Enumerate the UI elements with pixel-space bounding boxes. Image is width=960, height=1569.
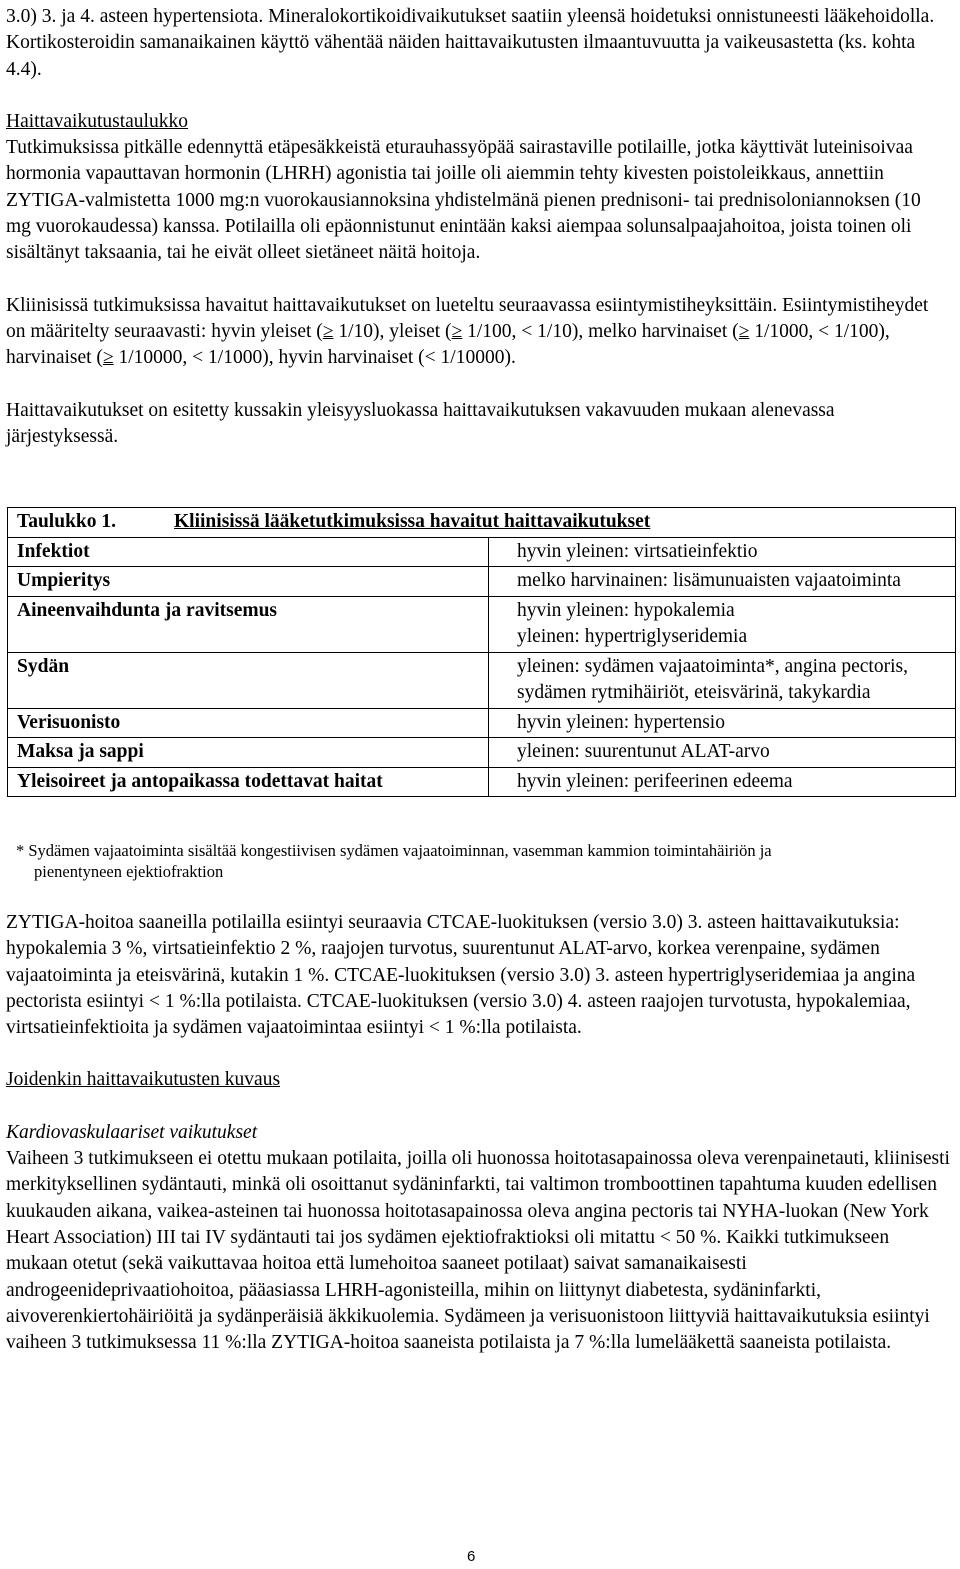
organ-class-cell: Verisuonisto (8, 708, 489, 738)
organ-class-cell: Aineenvaihdunta ja ravitsemus (8, 596, 489, 652)
organ-class-cell: Yleisoireet ja antopaikassa todettavat haitat (8, 767, 489, 797)
table-row (8, 537, 956, 567)
table-row (8, 652, 956, 708)
page-number: 6 (467, 1548, 476, 1565)
effect-line: hyvin yleinen: perifeerinen edeema (517, 770, 793, 792)
footnote-line: * Sydämen vajaatoiminta sisältää kongestiivisen sydämen vajaatoiminnan, vasemman kammion toimintahäiriön ja (16, 841, 772, 860)
table-row (8, 596, 956, 652)
document-body-continued (6, 910, 950, 1356)
effect-line: yleinen: suurentunut ALAT-arvo (517, 741, 770, 762)
effect-cell (489, 652, 956, 708)
table-row (8, 738, 956, 768)
effect-line: hyvin yleinen: virtsatieinfektio (517, 540, 758, 562)
effect-cell (489, 537, 956, 567)
freq-text-c: 1/100, < 1/10), melko harvinaiset ( (467, 320, 739, 342)
table-caption (8, 508, 956, 538)
intro-paragraph: 3.0) 3. ja 4. asteen hypertensiota. Mineralokortikoidivaikutukset saatiin yleensä hoidetuksi onnistuneesti lääkehoidolla. Kortikosteroidin samanaikainen käyttö vähentää näiden haittavaikutusten ilmaantuvuutta ja vaikeusastetta (ks. kohta 4.4). (6, 6, 935, 80)
freq-text-d: 1/1000, < 1/100), harvinaiset ( (6, 320, 890, 369)
freq-text-a: Kliinisissä tutkimuksissa havaitut haittavaikutukset on lueteltu seuraavassa esiintymistiheyksittäin. Esiintymistiheydet on määritelty seuraavasti: hyvin yleiset ( (6, 294, 929, 342)
effect-line: yleinen: hypertriglyseridemia (517, 626, 748, 647)
organ-class-cell: Maksa ja sappi (8, 738, 489, 768)
effect-cell (489, 738, 956, 768)
cardiovascular-paragraph: Vaiheen 3 tutkimukseen ei otettu mukaan potilaita, joilla oli huonossa hoitotasapainossa oleva verenpainetauti, kliinisesti merkityksellinen sydäntauti, minkä oli osoittanut sydäninfarkti, tai valtimon tromboottinen tapahtuma kuuden edellisen kuukauden aikana, vaikea-asteinen tai huonossa hoitotasapainossa oleva angina pectoris tai NYHA-luokan (New York Heart Association) III tai IV sydäntauti tai jos sydämen ejektiofraktioksi oli mitattu < 50 %. Kaikki tutkimukseen mukaan otetut (sekä vaikuttavaa hoitoa että lumehoitoa saaneet potilaat) saivat samanaikaisesti androgeenideprivaatiohoitoa, pääasiassa LHRH-agonisteilla, mihin on liittynyt diabetesta, sydäninfarkti, aivoverenkiertohäiriöitä ja sydänperäisiä äkkikuolemia. Sydämeen ja verisuonistoon liittyviä haittavaikutuksia esiintyi vaiheen 3 tutkimuksessa 11 %:lla ZYTIGA-hoitoa saaneista potilaista ja 7 %:lla lumelääkettä saaneista potilaista. (6, 1148, 950, 1354)
ge-symbol: ≥ (322, 320, 334, 342)
effect-cell (489, 708, 956, 738)
freq-text-e: 1/10000, < 1/1000), hyvin harvinaiset (< 1/10000). (118, 347, 516, 369)
ctcae-paragraph: ZYTIGA-hoitoa saaneilla potilailla esiintyi seuraavia CTCAE-luokituksen (versio 3.0) 3. asteen haittavaikutuksia: hypokalemia 3 %, virtsatieinfektio 2 %, raajojen turvotus, suurentunut ALAT-arvo, korkea verenpaine, sydämen vajaatoiminta ja eteisvärinä, kutakin 1 %. CTCAE-luokituksen (versio 3.0) 3. asteen hypertriglyseridemiaa ja angina pectorista esiintyi < 1 %:lla potilaista. CTCAE-luokituksen (versio 3.0) 4. asteen raajojen turvotusta, hypokalemiaa, virtsatieinfektioita ja sydämen vajaatoimintaa esiintyi < 1 %:lla potilaista. (6, 912, 916, 1039)
table-caption-title: Kliinisissä lääketutkimuksissa havaitut haittavaikutukset (174, 511, 651, 532)
study-description-paragraph: Tutkimuksissa pitkälle edennyttä etäpesäkkeistä eturauhassyöpää sairastaville potilaille, jotka käyttivät luteinisoivaa hormonia vapauttavan hormonin (LHRH) agonistia tai joille oli aiemmin tehty kivesten poistoleikkaus, annettiin ZYTIGA-valmistetta 1000 mg:n vuorokausiannoksina yhdistelmänä pienen prednisoni- tai prednisoloniannoksen (10 mg vuorokaudessa) kanssa. Potilailla oli epäonnistunut enintään kaksi aiempaa solunsalpaajahoitoa, joista toinen oli sisältänyt taksaania, tai he eivät olleet sietäneet näitä hoitoja. (6, 137, 921, 264)
effect-line: hyvin yleinen: hypertensio (517, 711, 725, 733)
ge-symbol: ≥ (738, 320, 750, 342)
effect-cell (489, 767, 956, 797)
ge-symbol: ≥ (102, 347, 114, 369)
table-caption-row (8, 508, 956, 538)
table-caption-label: Taulukko 1. (17, 511, 117, 532)
subheading-cardiovascular: Kardiovaskulaariset vaikutukset (6, 1121, 258, 1143)
table-footnote (16, 840, 936, 882)
freq-text-b: 1/10), yleiset ( (338, 320, 452, 342)
organ-class-cell: Sydän (8, 652, 489, 708)
footnote-line: pienentyneen ejektiofraktion (34, 862, 224, 881)
ge-symbol: ≥ (451, 320, 463, 342)
table-row (8, 767, 956, 797)
document-body (6, 4, 950, 450)
effect-line: melko harvinainen: lisämunuaisten vajaatoiminta (517, 570, 901, 591)
frequency-definition-paragraph (6, 293, 950, 372)
section-heading-selected-effects: Joidenkin haittavaikutusten kuvaus (6, 1069, 281, 1091)
table-row (8, 567, 956, 597)
table-row (8, 708, 956, 738)
organ-class-cell: Umpieritys (8, 567, 489, 597)
section-heading-adverse-table: Haittavaikutustaulukko (6, 110, 188, 132)
effect-cell (489, 596, 956, 652)
effect-line: hyvin yleinen: hypokalemia (517, 599, 735, 621)
organ-class-cell: Infektiot (8, 537, 489, 567)
adverse-effects-table (7, 507, 956, 797)
effect-cell (489, 567, 956, 597)
ordering-paragraph: Haittavaikutukset on esitetty kussakin yleisyysluokassa haittavaikutuksen vakavuuden mukaan alenevassa järjestyksessä. (6, 399, 835, 447)
effect-line: yleinen: sydämen vajaatoiminta*, angina pectoris, sydämen rytmihäiriöt, eteisvärinä, takykardia (517, 655, 908, 703)
